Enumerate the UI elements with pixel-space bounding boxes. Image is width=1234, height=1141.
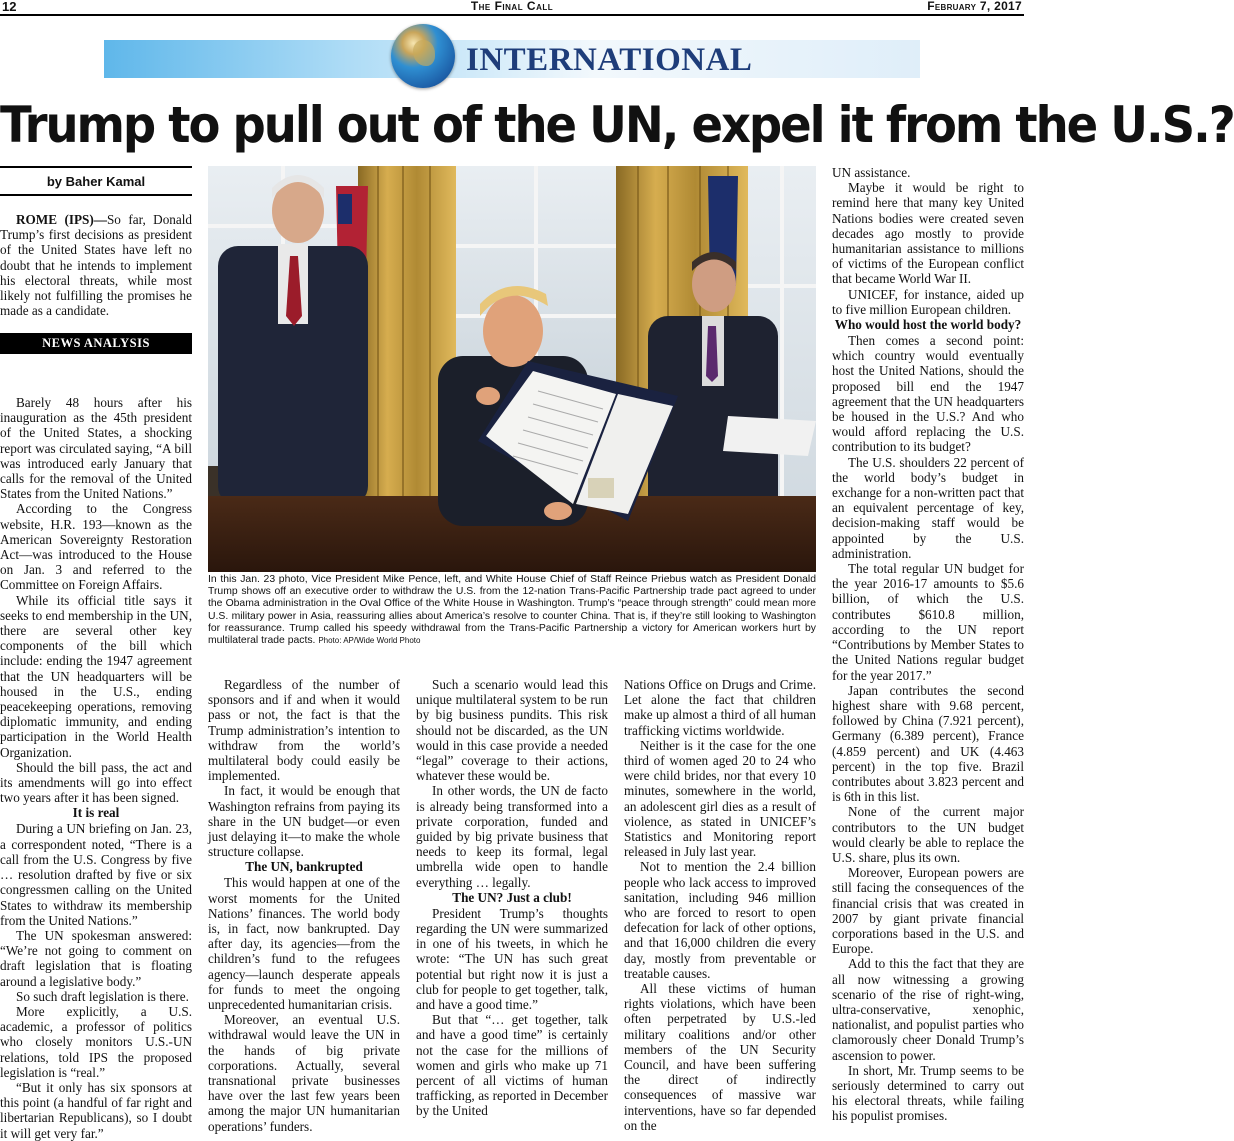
headline: Trump to pull out of the UN, expel it from the U.S.? [0,96,1234,154]
paragraph: Neither is it the case for the one third of women aged 20 to 24 who were child brides, nor that every 10 minutes, somewhere in the world, an adolescent girl dies as a result of violence, as stated in UNICEF’s Statistics and Monitoring report released in July last year. [624,737,816,860]
paragraph: Should the bill pass, the act and its amendments will go into effect two years after it has been signed. [0,759,192,806]
paragraph: In other words, the UN de facto is already being transformed into a private corporation, funded and guided by big private business that needs to keep its formal, legal umbrella wide open to handle everything … legally. [416,783,608,890]
paragraph: Such a scenario would lead this unique multilateral system to be run by big business pundits. This risk should not be discarded, as the UN would in this case provide a needed “legal” coverage to their actions, whatever these would be. [416,677,608,784]
paragraph: In short, Mr. Trump seems to be seriously determined to carry out his electoral threats, while failing his populist promises. [832,1062,1024,1124]
paragraph: The UN spokesman answered: “We’re not going to comment on draft legislation that is floating around a legislative body.” [0,927,192,989]
paragraph: Moreover, an eventual U.S. withdrawal would leave the UN in the hands of big private corporations. Actually, several transnational private businesses have over the last few years been among the major UN humanitarian operations’ funders. [208,1012,400,1134]
dateline: ROME (IPS)— [16,212,107,227]
caption-text: In this Jan. 23 photo, Vice President Mike Pence, left, and White House Chief of Staff Reince Priebus watch as President Donald Trump shows off an executive order to withdraw the U.S. from the 12-nation Trans-Pacific Partnership trade pact agreed to under the Obama administration in the Oval Office of the White House in Washington. Trump’s “peace through strength” could mean more U.S. military power in Asia, reassuring allies about America’s resolve to counter China. That is, if they’re still looking to Washington for reassurance. Trump called his speedy withdrawal from the Trans-Pacific Partnership a victory for American workers hurt by multilateral trade pacts. [208,574,816,647]
paragraph: Nations Office on Drugs and Crime. Let alone the fact that children make up almost a third of all human trafficking victims worldwide. [624,677,816,738]
issue-date: February 7, 2017 [927,0,1022,13]
paragraph: Japan contributes the second highest share with 9.68 percent, followed by China (7.921 percent), Germany (6.389 percent), France (4.859 percent) and UK (4.463 percent) in the top five. Brazil contributes about 3.823 percent and is 6th in this list. [832,682,1024,805]
paragraph: In fact, it would be enough that Washington refrains from paying its share in the UN budget—or even just delaying it—to make the whole structure collapse. [208,783,400,860]
globe-icon [391,24,455,88]
subhead: Who would host the world body? [834,317,1022,333]
paragraph: UNICEF, for instance, aided up to five million European children. [832,286,1024,317]
paragraph: This would happen at one of the worst moments for the United Nations’ finances. The world body is, in fact, now bankrupted. Day after day, its agencies—from the children’s fund to the refugees agency—launch desperate appeals for funds to meet the ongoing unprecedented humanitarian crisis. [208,875,400,1013]
paragraph: Then comes a second point: which country would eventually host the United Nations, should the proposed bill end the 1947 agreement that the UN headquarters be housed in the U.S.? And who would afford replacing the U.S. contribution to its budget? [832,333,1024,455]
column-4 [624,677,816,1133]
news-photo [208,166,816,572]
paragraph: While its official title says it seeks to end membership in the UN, there are several other key components of the bill which include: ending the 1947 agreement that the UN headquarters will be housed in the U.S., ending peacekeeping operations, removing diplomatic immunity, and ending participation in the World Health Organization. [0,592,192,760]
subhead: The UN, bankrupted [245,859,363,875]
publication-name: The Final Call [470,0,554,13]
column-1 [0,395,192,1141]
column-5 [832,165,1024,1124]
paragraph: But that “… get together, talk and have a good time” is certainly not the case for the millions of women and girls who make up 71 percent of all victims of human trafficking, as reported in December by the United [416,1012,608,1119]
paragraph: The U.S. shoulders 22 percent of the world body’s budget in exchange for a non-written pact that an equivalent percentage of key, decision-making staff would be appointed by the U.S. administration. [832,454,1024,561]
byline: by Baher Kamal [0,166,192,196]
paragraph: All these victims of human rights violations, which have been often perpetrated by U.S.-led military coalitions and/or other members of the UN Security Council, and have been suffering the direct of indirectly consequences of massive war interventions, have so far depended on the [624,981,816,1133]
subhead: The UN? Just a club! [452,889,572,905]
paragraph: So such draft legislation is there. [16,988,189,1004]
column-3 [416,677,608,1119]
paragraph: Maybe it would be right to remind here that many key United Nations bodies were created seven decades ago mostly to provide humanitarian assistance to millions of victims of the European conflict that became World War II. [832,180,1024,287]
paragraph: Not to mention the 2.4 billion people who lack access to improved sanitation, including 946 million who are forced to resort to open defecation for lack of other options, and that 16,000 children die every day, mostly from preventable or treatable causes. [624,859,816,981]
paragraph: Add to this the fact that they are all now witnessing a growing scenario of the rise of right-wing, ultra-conservative, xenophic, nationalist, and populist parties who clamorously cheer Donald Trump’s ascension to power. [832,956,1024,1063]
paragraph: UN assistance. [832,165,911,180]
paragraph: Barely 48 hours after his inauguration as the 45th president of the United States, a shocking report was circulated saying, “A bill was introduced early January that calls for the removal of the United States from the United Nations.” [0,395,192,502]
paragraph: “But it only has six sponsors at this point (a handful of far right and libertarian Republicans), so I doubt it will get very far.” [0,1079,192,1141]
paragraph: None of the current major contributors to the UN budget would clearly be able to replace the U.S. share, plus its own. [832,804,1024,865]
paragraph: According to the Congress website, H.R. 193—known as the American Sovereignty Restoration Act—was introduced to the House on Jan. 3 and referred to the Committee on Foreign Affairs. [0,501,192,593]
oval-office-photo [208,166,816,572]
paragraph: During a UN briefing on Jan. 23, a correspondent noted, “There is a call from the U.S. Congress by five … resolution drafted by five or six congressmen calling on the United States to withdraw its membership from the United Nations.” [0,821,192,928]
paragraph: President Trump’s thoughts regarding the UN were summarized in one of his tweets, in which he wrote: “The UN has such great potential but right now it is just a club for people to get together, talk, and have a good time.” [416,905,608,1013]
column-1-intro [0,212,192,318]
paragraph: Moreover, European powers are still facing the consequences of the financial crisis that was created in 2007 by giant private financial corporations based in the U.S. and Europe. [832,865,1024,957]
page-number: 12 [2,0,17,14]
page-header [0,0,1024,16]
photo-credit: Photo: AP/Wide World Photo [318,636,421,646]
paragraph: The total regular UN budget for the year 2016-17 amounts to $5.6 billion, of which the U.S. contributes $610.8 million, according to the UN report “Contributions by Member States to the United Nations regular budget for the year 2017.” [832,561,1024,683]
paragraph: More explicitly, a U.S. academic, a professor of politics who closely monitors U.S.-UN relations, told IPS the proposed legislation is “real.” [0,1003,192,1080]
paragraph: Regardless of the number of sponsors and if and when it would pass or not, the fact is that the Trump administration’s intention to withdraw from the world’s multilateral body could easily be implemented. [208,677,400,784]
section-title: INTERNATIONAL [466,42,753,78]
subhead: It is real [72,805,120,821]
news-analysis-label: NEWS ANALYSIS [0,333,192,354]
photo-caption [208,574,816,647]
intro-paragraph: ROME (IPS)—So far, Donald Trump’s first decisions as president of the United States have left no doubt that he intends to implement his electoral threats, while most likely not fulfilling the promises he made as a candidate. [0,212,192,319]
column-2 [208,677,400,1134]
